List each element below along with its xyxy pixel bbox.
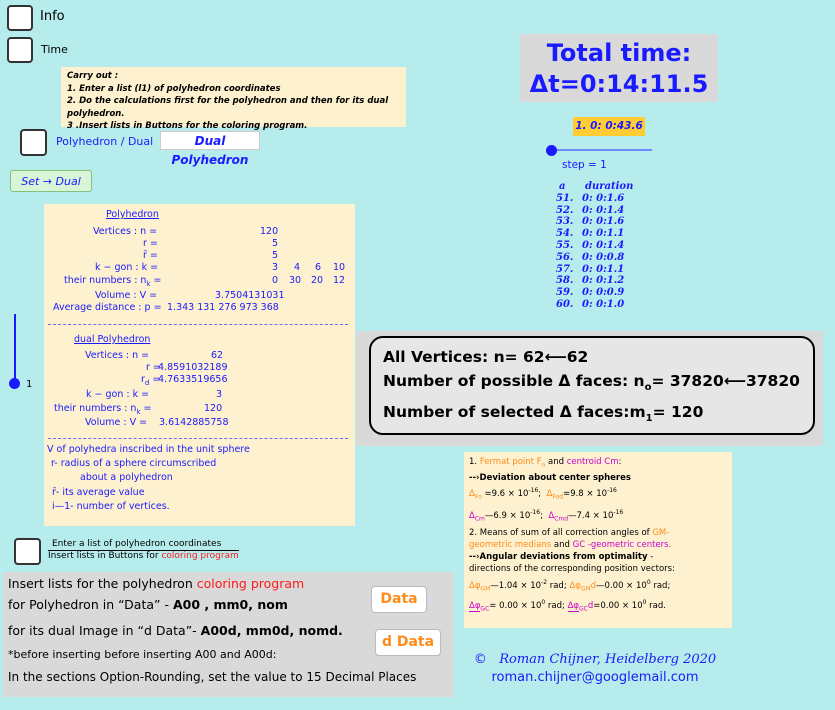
directions-line: directions of the corresponding position vectors: xyxy=(469,564,675,575)
vertical-slider-value: 1 xyxy=(26,379,33,390)
duration-index: 53. xyxy=(556,216,574,228)
duration-index: 60. xyxy=(556,298,574,310)
dual-kgon-value: 3 xyxy=(216,389,223,400)
dual-vertices-value: 62 xyxy=(211,350,224,361)
numbers-value: 0 xyxy=(272,275,279,286)
enter-list-line-1: Enter a list of polyhedron coordinates xyxy=(48,539,239,551)
duration-value: 0: 0:1.6 xyxy=(582,192,625,204)
info-label: Info xyxy=(40,9,65,24)
duration-value: 0: 0:1.6 xyxy=(582,216,625,228)
means-line: 2. Means of sum of all correction angles of GM- xyxy=(469,528,670,539)
duration-value: 0: 0:1.0 xyxy=(582,298,625,310)
duration-row xyxy=(556,228,633,240)
author-line: © Roman Chijner, Heidelberg 2020 xyxy=(473,652,717,667)
carry-out-line-2: 2. Do the calculations first for the polyhedron and then for its dual polyhedron. xyxy=(67,96,389,119)
enter-list-checkbox[interactable] xyxy=(14,538,41,565)
total-time-value: Δt=0:14:11.5 xyxy=(529,70,709,98)
vertical-slider-knob[interactable] xyxy=(9,378,20,389)
duration-index: 51. xyxy=(556,192,574,204)
divider xyxy=(48,438,348,439)
carry-out-instructions xyxy=(61,67,406,131)
dual-r-value: 4.8591032189 xyxy=(158,362,228,373)
kgon-label: k − gon : k = xyxy=(95,262,159,273)
step-slider-knob[interactable] xyxy=(546,145,557,156)
dual-numbers-value: 120 xyxy=(204,403,223,414)
fermat-deviation: $\Delta_{Fo} =9.6 \times 10^{-16}$; $\Delta_{Fod}=9.8 \times 10^{-16}$ xyxy=(469,487,617,501)
insert-line-1: Insert lists for the polyhedron coloring program xyxy=(8,576,305,591)
polyhedron-dual-checkbox[interactable] xyxy=(20,129,47,156)
current-time-badge: 1. 0: 0:43.6 xyxy=(573,117,645,136)
data-button[interactable]: Data xyxy=(371,586,427,613)
numbers-value: 30 xyxy=(289,275,302,286)
duration-value: 0: 0:0.9 xyxy=(582,287,625,299)
polyhedron-dual-label: Polyhedron / Dual xyxy=(56,135,154,148)
dual-volume-label: Volume : V = xyxy=(85,417,148,428)
duration-row xyxy=(556,216,633,228)
dual-heading: dual Polyhedron xyxy=(74,334,151,345)
dual-kgon-label: k − gon : k = xyxy=(86,389,150,400)
polyhedron-heading: Polyhedron xyxy=(106,209,159,220)
step-slider-track[interactable] xyxy=(551,149,652,151)
vertices-value: 120 xyxy=(260,226,279,237)
duration-row xyxy=(556,252,633,264)
duration-row xyxy=(556,287,633,299)
time-label: Time xyxy=(41,43,68,56)
duration-value: 0: 0:1.4 xyxy=(582,239,625,251)
duration-row xyxy=(556,299,633,311)
legend-line-1: V of polyhedra inscribed in the unit sphere xyxy=(47,444,250,455)
polyhedron-info-panel xyxy=(44,204,355,526)
legend-line-4: r̄- its average value xyxy=(52,487,145,498)
duration-index: 59. xyxy=(556,287,574,299)
dual-polyhedron-caption: Dual Polyhedron xyxy=(160,131,260,150)
insert-line-3: for its dual Image in “d Data”- A00d, mm0d, nomd. xyxy=(8,623,343,638)
duration-index: 54. xyxy=(556,228,574,240)
carry-out-line-1: 1. Enter a list (l1) of polyhedron coordinates xyxy=(67,83,281,94)
deviation-panel xyxy=(464,452,732,628)
duration-index: 56. xyxy=(556,251,574,263)
kgon-value: 6 xyxy=(315,262,322,273)
total-time-display xyxy=(520,34,718,102)
legend-line-5: i—1- number of vertices. xyxy=(52,501,170,512)
deviation-heading: --›Deviation about center spheres xyxy=(469,473,631,484)
vertical-slider-track[interactable] xyxy=(14,314,16,384)
duration-index: 57. xyxy=(556,263,574,275)
kgon-value: 3 xyxy=(272,262,279,273)
volume-value: 3.7504131031 xyxy=(215,290,285,301)
carry-out-line-3: 3 .Insert lists in Buttons for the coloring program. xyxy=(67,121,308,131)
dual-rd-value: 4.7633519656 xyxy=(158,374,228,385)
r-value: 5 xyxy=(272,238,279,249)
average-distance-value: 1.343 131 276 973 368 xyxy=(167,302,279,313)
author-email: roman.chijner@googlemail.com xyxy=(491,670,699,685)
divider xyxy=(48,324,348,325)
credits xyxy=(455,652,735,685)
time-checkbox[interactable] xyxy=(7,37,33,63)
duration-value: 0: 0:1.4 xyxy=(582,204,625,216)
vertices-label: Vertices : n = xyxy=(93,226,158,237)
legend-line-3: about a polyhedron xyxy=(80,472,173,483)
duration-table-header: a duration xyxy=(559,181,634,192)
medians-line: geometric medians and GC -geometric centers. xyxy=(469,540,672,551)
duration-row xyxy=(556,193,633,205)
rbar-value: 5 xyxy=(272,250,279,261)
kgon-value: 10 xyxy=(333,262,346,273)
step-label: step = 1 xyxy=(562,159,607,171)
dual-r-label: r = xyxy=(146,362,161,373)
dual-numbers-label: their numbers : $n_k$ = xyxy=(54,403,152,416)
d-data-button[interactable]: d Data xyxy=(375,629,441,656)
duration-row xyxy=(556,275,633,287)
angular-heading: --›Angular deviations from optimality - xyxy=(469,552,654,563)
duration-value: 0: 0:1.1 xyxy=(582,263,625,275)
carry-out-title: Carry out : xyxy=(67,71,119,81)
duration-value: 0: 0:1.1 xyxy=(582,228,625,240)
volume-label: Volume : V = xyxy=(95,290,158,301)
rbar-label: r̄ = xyxy=(143,250,158,261)
duration-value: 0: 0:1.2 xyxy=(582,275,625,287)
possible-faces-line: Number of possible Δ faces: $n_o=$ 37820⟵37820 xyxy=(383,372,800,394)
dual-rd-label: $r_d$ = xyxy=(141,374,161,387)
selected-faces-line: Number of selected Δ $faces:m_1= 120$ xyxy=(383,403,704,425)
info-checkbox[interactable] xyxy=(7,5,33,31)
fermat-line: 1. Fermat point $F_o$ and centroid Cm: xyxy=(469,457,622,469)
insert-line-5: In the sections Option-Rounding, set the value to 15 Decimal Places xyxy=(8,670,417,684)
all-vertices-line: All Vertices: n= 62⟵62 xyxy=(383,348,589,366)
insert-lists-panel xyxy=(3,572,453,697)
average-distance-label: Average distance : p = xyxy=(53,302,162,313)
set-dual-button[interactable]: Set → Dual xyxy=(10,170,92,192)
kgon-value: 4 xyxy=(294,262,301,273)
total-time-label: Total time: xyxy=(546,39,692,67)
numbers-value: 12 xyxy=(333,275,346,286)
r-label: r = xyxy=(143,238,158,249)
duration-row xyxy=(556,264,633,276)
duration-index: 52. xyxy=(556,204,574,216)
numbers-label: their numbers : $n_k$ = xyxy=(64,275,162,288)
duration-row xyxy=(556,240,633,252)
duration-table xyxy=(556,181,633,311)
duration-row xyxy=(556,205,633,217)
dual-volume-value: 3.6142885758 xyxy=(159,417,229,428)
vertices-panel xyxy=(369,336,815,435)
duration-index: 55. xyxy=(556,239,574,251)
insert-line-4: *before inserting before inserting A00 and A00d: xyxy=(8,648,277,661)
centroid-deviation: $\Delta_{Cm}—6.9 \times 10^{-16}$; $\Delta_{Cmd}—7.4 \times 10^{-16}$ xyxy=(469,509,624,523)
gc-angular-deviation: $\Delta\varphi_{GC}= 0.00 \times 10^0$ rad; $\Delta\varphi_{GC}d=0.00 \times 10^0$ rad. xyxy=(469,599,666,613)
dual-vertices-label: Vertices : n = xyxy=(85,350,150,361)
duration-value: 0: 0:0.8 xyxy=(582,251,625,263)
enter-list-caption xyxy=(48,539,239,562)
numbers-value: 20 xyxy=(311,275,324,286)
enter-list-line-2: Insert lists in Buttons for coloring program xyxy=(48,551,239,561)
legend-line-2: r- radius of a sphere circumscribed xyxy=(51,458,217,469)
duration-index: 58. xyxy=(556,275,574,287)
gm-angular-deviation: $\Delta\varphi_{GM}—1.04 \times 10^{-2}$ rad; $\Delta\varphi_{GM}d—0.00 \times 10^0$ rad; xyxy=(469,579,671,593)
insert-line-2: for Polyhedron in “Data” - A00 , mm0, nom xyxy=(8,597,288,612)
